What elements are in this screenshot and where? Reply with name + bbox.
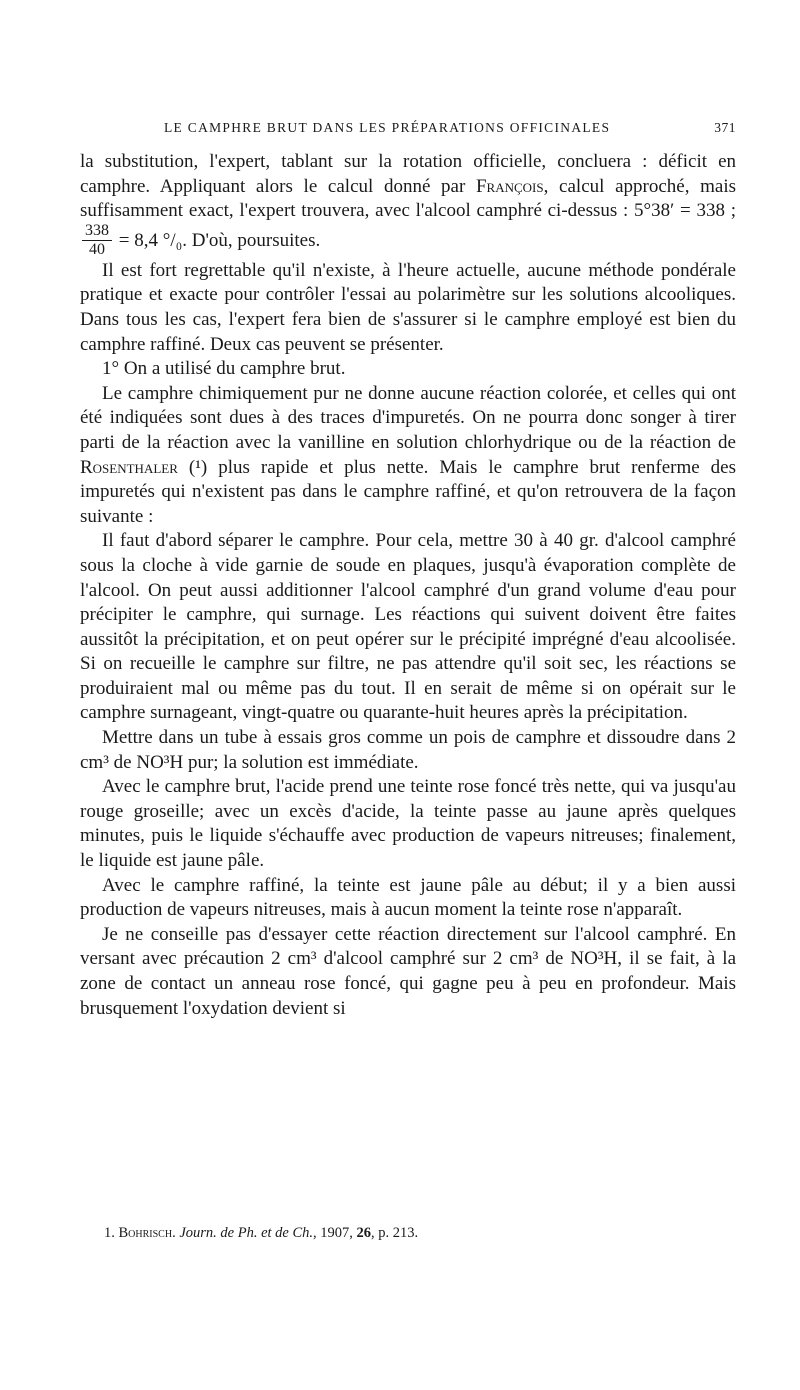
p1-text-b: , calcul approché, mais suffisamment exact, l'expert trouvera, avec l'alcool camphré ci-dessus : 5°38′ = 338 ; — [80, 175, 736, 222]
footnote-pages: , p. 213. — [371, 1225, 419, 1241]
footnote-ref: (¹) — [188, 456, 208, 478]
fraction — [82, 223, 112, 258]
paragraph-7: Avec le camphre brut, l'acide prend une teinte rose foncé très nette, qui va jusqu'au rouge groseille; avec un excès d'acide, la teinte passe au jaune après quelques minutes, puis le liquide s'échauffe avec production de vapeurs nitreuses; finalement, le liquide est jaune pâle. — [80, 776, 736, 872]
paragraph-5: Il faut d'abord séparer le camphre. Pour cela, mettre 30 à 40 gr. d'alcool camphré sous la cloche à vide garnie de soude en plaques, jusqu'à évaporation complète de l'alcool. On peut aussi additionner l'alcool camphré d'un grand volume d'eau pour précipiter le camphre, qui surnage. Les réactions qui suivent doivent être faites aussitôt la précipitation, et on peut opérer sur le précipité imprégné d'eau alcoolisée. Si on recueille le camphre sur filtre, ne pas attendre qu'il soit sec, les réactions se produiraient mal ou même pas du tout. Il en serait de même si on opérait sur le camphre surnageant, vingt-quatre ou quarante-huit heures après la précipitation. — [80, 530, 736, 724]
paragraph-8: Avec le camphre raffiné, la teinte est jaune pâle au début; il y a bien aussi production de vapeurs nitreuses, mais à aucun moment la teinte rose n'apparaît. — [80, 874, 736, 921]
footnote-year: , 1907, — [313, 1225, 357, 1241]
p1-text-c: = 8,4 °/₀. D'où, poursuites. — [114, 229, 321, 251]
paragraph-3: 1° On a utilisé du camphre brut. — [102, 358, 346, 380]
footnote-author: Bohrisch. — [118, 1225, 176, 1241]
paragraph-6: Mettre dans un tube à essais gros comme un pois de camphre et dissoudre dans 2 cm³ de NO³H pur; la solution est immédiate. — [80, 727, 736, 773]
footnote-journal: Journ. de Ph. et de Ch. — [179, 1225, 314, 1241]
author-francois: François — [475, 175, 544, 197]
paragraph-4 — [80, 382, 736, 530]
footnote-marker: 1. — [104, 1225, 115, 1241]
page-number: 371 — [714, 120, 736, 135]
fraction-denominator: 40 — [89, 240, 105, 258]
paragraph-9: Je ne conseille pas d'essayer cette réaction directement sur l'alcool camphré. En versant avec précaution 2 cm³ d'alcool camphré sur 2 cm³ de NO³H, il se fait, à la zone de contact un anneau rose foncé, qui gagne peu à peu en profondeur. Mais brusquement l'oxydation devient si — [80, 923, 736, 1019]
paragraph-1 — [80, 150, 736, 259]
p4-text-b: plus rapide et plus nette. Mais le camphre brut renferme des impuretés qui n'existent pas dans le camphre raffiné, et qu'on retrouvera de la façon suivante : — [80, 456, 736, 527]
footnote — [104, 1225, 744, 1242]
p4-text-a: Le camphre chimiquement pur ne donne aucune réaction colorée, et celles qui ont été indiquées sont dues à des traces d'impuretés. On ne pourra donc songer à tirer parti de la réaction avec la vanilline en solution chlorhydrique ou de la réaction de — [80, 382, 736, 453]
p1-text-a: la substitution, l'expert, tablant sur la rotation officielle, concluera : déficit en camphre. Appliquant alors le calcul donné par — [80, 151, 736, 197]
paragraph-2: Il est fort regrettable qu'il n'existe, à l'heure actuelle, aucune méthode pondérale pratique et exacte pour contrôler l'essai au polarimètre sur les solutions alcooliques. Dans tous les cas, l'expert fera bien de s'assurer si le camphre employé est bien du camphre raffiné. Deux cas peuvent se présenter. — [80, 259, 736, 355]
fraction-numerator: 338 — [82, 223, 112, 241]
body-text — [80, 150, 736, 1021]
author-rosenthaler: Rosenthaler — [80, 456, 178, 478]
footnote-volume: 26 — [356, 1225, 372, 1241]
running-title: LE CAMPHRE BRUT DANS LES PRÉPARATIONS OFFICINALES — [164, 120, 611, 135]
